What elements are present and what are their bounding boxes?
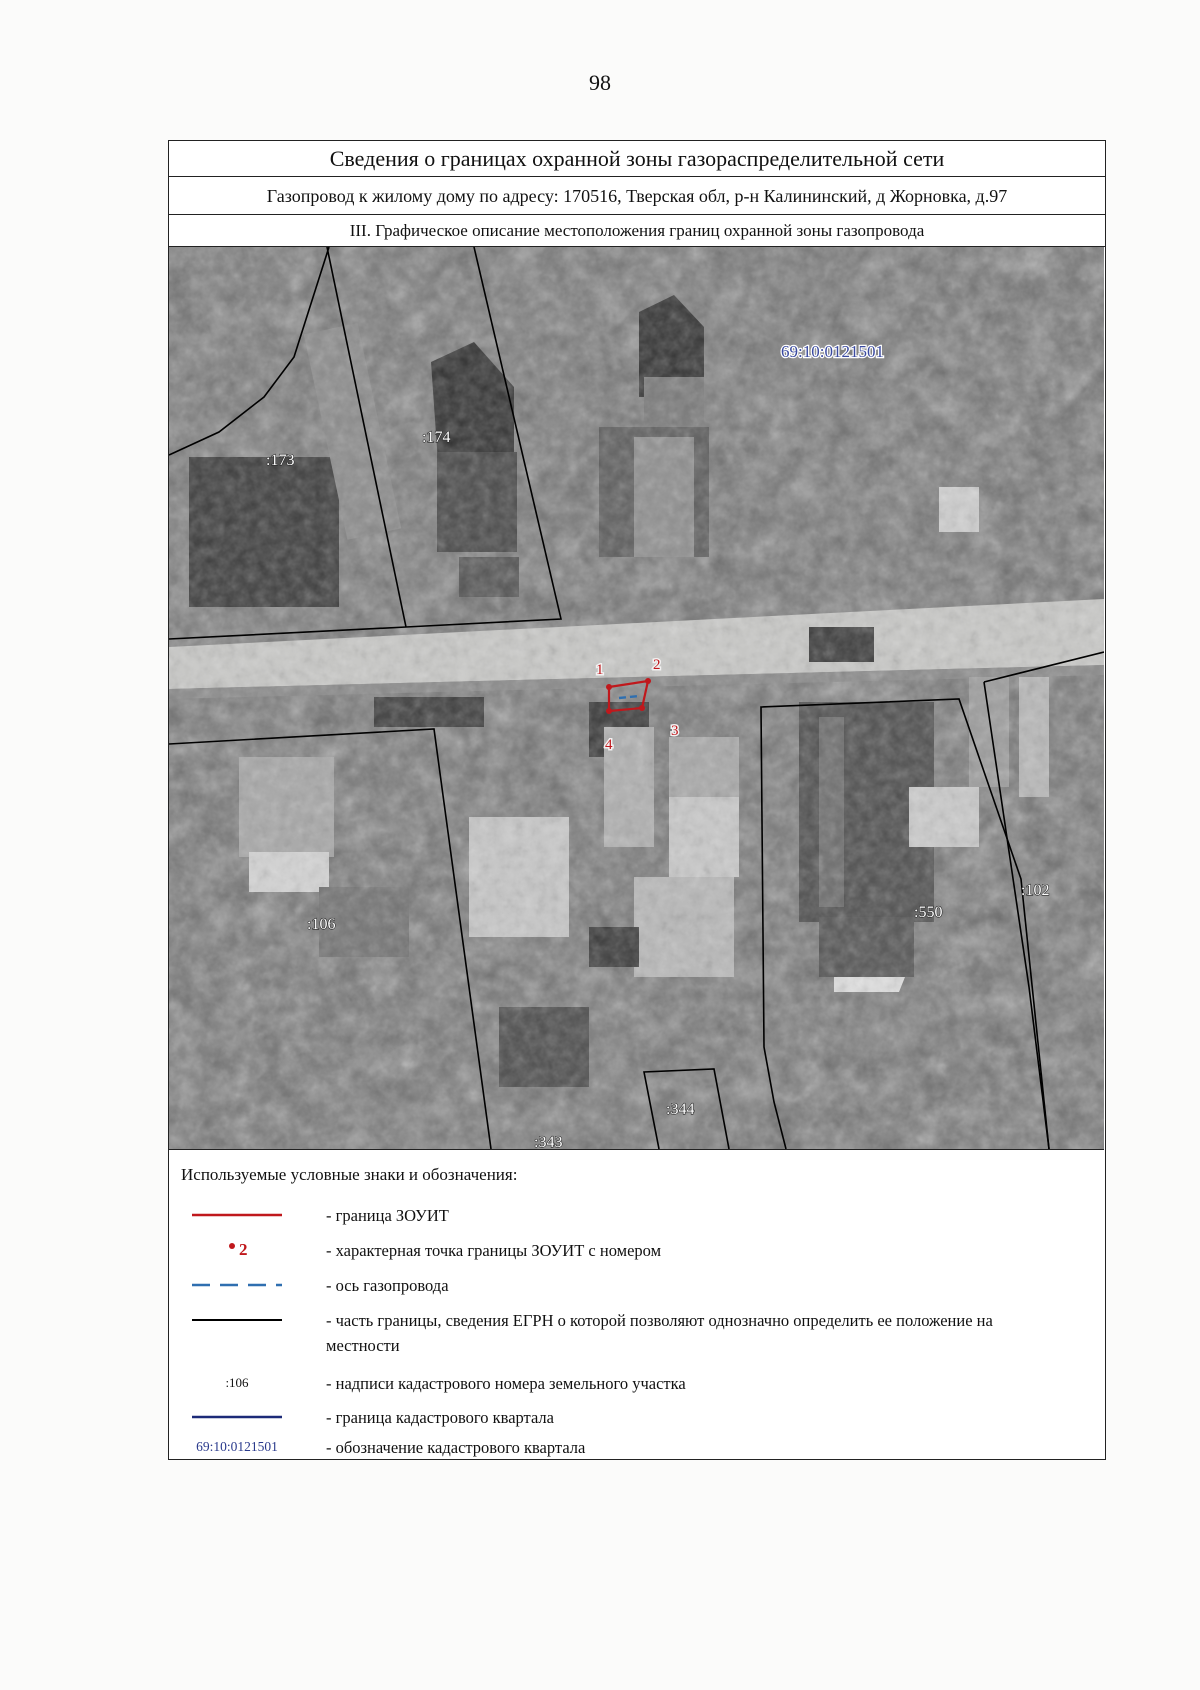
parcel-label-173: :173	[266, 452, 295, 469]
parcel-label-343: :343	[534, 1134, 563, 1149]
document-frame	[168, 140, 1106, 1460]
aerial-map	[169, 247, 1104, 1150]
zone-point-2	[645, 678, 651, 684]
section-heading: III. Графическое описание местоположения границ охранной зоны газопровода	[169, 215, 1105, 247]
zone-point-4	[606, 708, 612, 714]
document-title: Сведения о границах охранной зоны газораспределительной сети	[169, 141, 1105, 177]
parcel-label-102: :102	[1021, 882, 1050, 899]
parcel-label-174: :174	[422, 429, 451, 446]
legend-text: - надписи кадастрового номера земельного участка	[326, 1374, 686, 1393]
parcel-label-symbol: :106	[225, 1375, 249, 1390]
point-label-4: 4	[605, 737, 613, 753]
legend-text: - обозначение кадастрового квартала	[326, 1438, 586, 1457]
legend-text: - характерная точка границы ЗОУИТ с номером	[326, 1241, 662, 1260]
legend-title: Используемые условные знаки и обозначения:	[181, 1165, 518, 1184]
legend-text: - граница кадастрового квартала	[326, 1408, 554, 1427]
point-label-3: 3	[671, 723, 679, 739]
legend	[169, 1151, 1104, 1459]
blue-dashed-line-symbol	[187, 1271, 287, 1301]
parcel-label-106: :106	[307, 916, 336, 933]
quarter-label-symbol: 69:10:0121501	[196, 1439, 278, 1454]
point-label-1: 1	[596, 662, 604, 678]
red-point-symbol	[187, 1236, 287, 1266]
point-label-2: 2	[653, 657, 661, 673]
red-line-symbol	[187, 1201, 287, 1231]
image-grain	[169, 247, 1104, 1149]
zone-point-1	[606, 684, 612, 690]
black-line-symbol	[187, 1306, 287, 1336]
quarter-label: 69:10:0121501	[781, 342, 884, 361]
legend-text: - ось газопровода	[326, 1276, 449, 1295]
object-address: Газопровод к жилому дому по адресу: 170516, Тверская обл, р-н Калининский, д Жорновка, д.97	[169, 177, 1105, 215]
legend-text: - часть границы, сведения ЕГРН о которой позволяют однозначно определить ее положение на местности	[326, 1311, 993, 1355]
parcel-label-550: :550	[914, 904, 943, 921]
page-number: 98	[589, 70, 611, 95]
parcel-label-344: :344	[666, 1101, 695, 1118]
zone-point-3	[639, 705, 645, 711]
red-point-symbol-number: 2	[239, 1240, 248, 1259]
map-canvas	[169, 247, 1104, 1149]
legend-text: - граница ЗОУИТ	[326, 1206, 449, 1225]
navy-line-symbol	[187, 1403, 287, 1433]
